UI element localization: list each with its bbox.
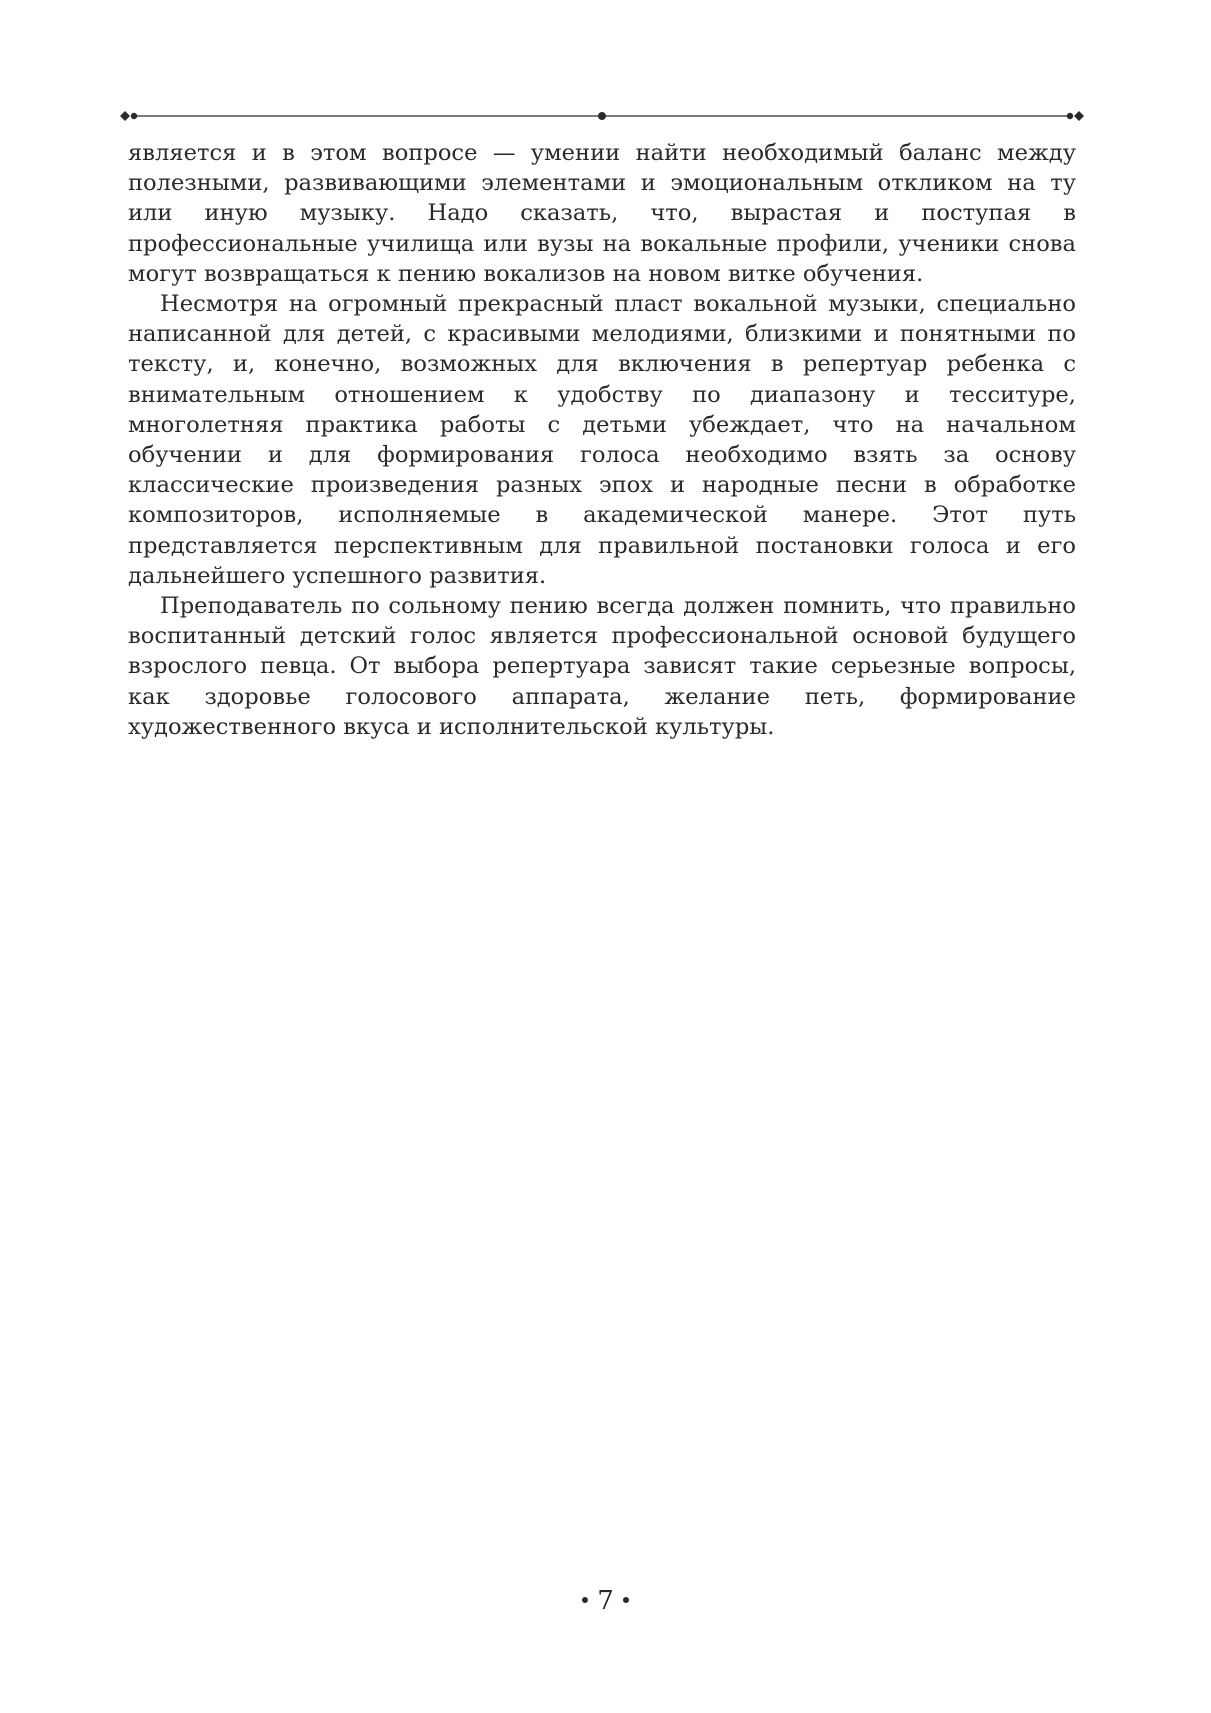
page-footer <box>0 1585 1211 1617</box>
body-text <box>128 138 1076 742</box>
header-ornament-rule <box>120 108 1084 124</box>
bullet-right-icon <box>623 1597 629 1603</box>
paragraph-2: Несмотря на огромный прекрасный пласт вокальной музыки, специально написанной для детей, с красивыми мелодиями, близкими и понятными по тексту, и, конечно, возможных для включения в репертуар ребенка с внимательным отношением к удобству по диапазону и тесситуре, многолетняя практика работы с детьми убеждает, что на начальном обучении и для формирования голоса необходимо взять за основу классические произведения разных эпох и народные песни в обработке композиторов, исполняемые в академической манере. Этот путь представляется перспективным для правильной постановки голоса и его дальнейшего успешного развития. <box>128 291 1076 589</box>
page-number: 7 <box>597 1586 614 1616</box>
paragraph-3: Преподаватель по сольному пению всегда должен помнить, что правильно воспитанный детский голос является профессиональной основой будущего взрослого певца. От выбора репертуара зависят такие серьезные вопросы, как здоровье голосового аппарата, желание петь, формирование художественного вкуса и исполнительской культуры. <box>128 593 1076 740</box>
paragraph-1: является и в этом вопросе — умении найти необходимый баланс между полезными, развивающими элементами и эмоциональным откликом на ту или иную музыку. Надо сказать, что, вырастая и поступая в профессиональные училища или вузы на вокальные профили, ученики снова могут возвращаться к пению вокализов на новом витке обучения. <box>128 140 1076 287</box>
bullet-left-icon <box>582 1597 588 1603</box>
